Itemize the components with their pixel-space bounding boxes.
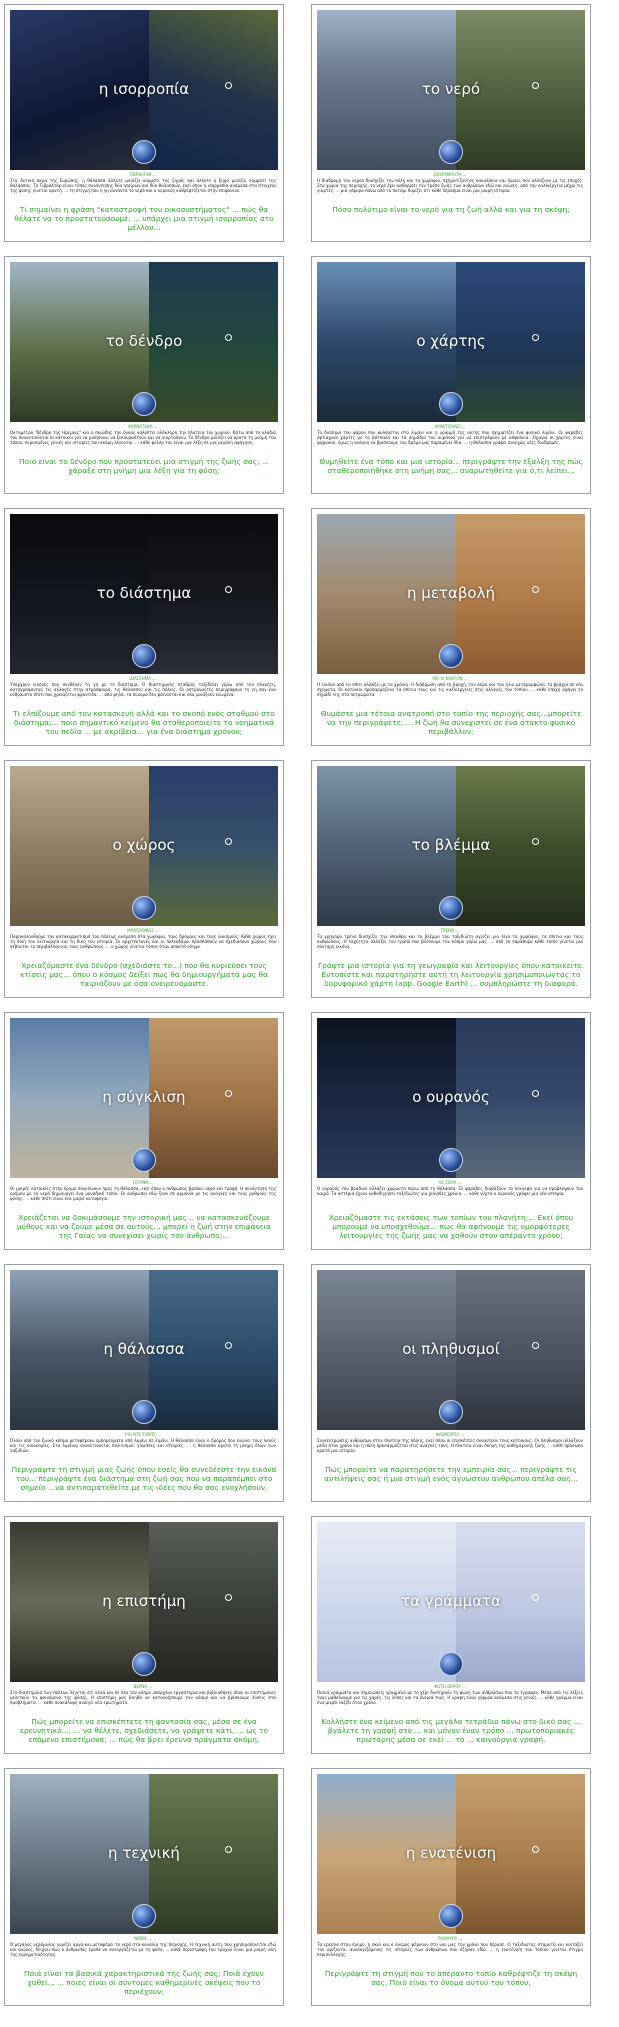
card-title: οι πληθυσμοί bbox=[402, 1340, 500, 1358]
caption-note: ... bbox=[461, 424, 466, 429]
globe-icon bbox=[132, 896, 156, 920]
card-question: Ποιο είναι το δένδρο που προστατεύει μια στιγμή της ζωής σας; ... χάραξέ στη μνήμη μια λέξη για τη φύση; bbox=[18, 457, 270, 475]
caption-note: ... bbox=[154, 928, 159, 933]
card-photo bbox=[10, 1270, 278, 1430]
card-body-text: Παρακολουθούμε τον κατακερματισμό του πόλεως ανάμεσα στα χωράφια, τους δρόμους και τους οικισμούς. Κάθε χώρος έχει τη δική του λειτουργία και τη δική του ιστορία. Οι αρχιτέκτονες και οι πολεοδόμοι προσπαθούν να σχεδιάσουν χώρους που σέβονται το περιβάλλον και τους ανθρώπους. ... ο χώρος γίνεται τόπος όταν αποκτά νόημα. bbox=[10, 934, 276, 949]
card-title: το διάστημα bbox=[96, 584, 192, 602]
card-photo bbox=[317, 262, 585, 422]
card-title: η σύγκλιση bbox=[102, 1088, 186, 1106]
card-body-text: Στα δυτικά άκρα της Ευρώπης, η θάλασσα άλλοτε μοιάζει κομμάτι της ξηράς και άλλοτε η ξηρά μοιάζει κομμάτι της θάλασσας. Το Γιβραλτάρ είναι τόπος συνάντησης δύο ηπείρων και δύο θαλασσών, εκεί όπου η ισορροπία ανάμεσα στα στοιχεία της φύσης γίνεται ορατή. ... τη στιγμή που η γη συναντά το νερό και ο ουρανός καθρεφτίζεται στην επιφάνεια. bbox=[10, 178, 276, 193]
card-caption bbox=[10, 424, 276, 429]
globe-icon bbox=[439, 896, 463, 920]
card-question: Περιγράψτε τη στιγμή που το απέραντο τοπίο καθρέφτιζε τη σκέψη σας. Ποιό είναι το όνομα αυτού του τόπου; bbox=[324, 1969, 578, 1987]
globe-icon bbox=[439, 1400, 463, 1424]
caption-place: ΦΩΤΟ ΘΕΡΟΥ bbox=[434, 1684, 461, 1689]
globe-icon bbox=[132, 140, 156, 164]
caption-place: ΡΙΟ ΛΙ ΚΑΝΤΟΝ bbox=[432, 676, 463, 681]
caption-note: ... bbox=[149, 1180, 154, 1185]
globe-icon bbox=[132, 1148, 156, 1172]
card-caption bbox=[317, 1432, 583, 1437]
caption-place: ΓΙΒΡΑΛΤΑΡ bbox=[129, 172, 152, 177]
card-question: Περιγράψτε τη στιγμή μιας ζωής όπου εσείς θα συνεδέεστε την εικόνα του... περιγράψτε ένα διάστημα στη ζωή σας που να παραπέμπει στο σημείο ...να αντιπαρατεθείτε με τις ιδέες που θα σας ενοχλήσουν. bbox=[11, 1465, 277, 1492]
card-photo bbox=[317, 514, 585, 674]
card-photo bbox=[10, 1522, 278, 1682]
card-question: Χρειαζόμαστε ένα δένδρο (σχεδιάστε το...) που θα κυριεύσει τους κτίσεις μας... όπου ο κόσμος δείξει πως θα δημιουργήματά μας θα ταιριάζουν με όσα ονειρευόμαστε. bbox=[20, 961, 268, 988]
caption-place: ΑΡΦΕΤΙΣΑΝΟ bbox=[434, 424, 461, 429]
card-photo bbox=[317, 1018, 585, 1178]
card-caption bbox=[317, 1684, 583, 1689]
caption-place: ΝΑΙΒΑ bbox=[134, 1936, 147, 1941]
card-question: Χρειάζεται να δοκιμάσουμε την ιστορική μας... να κατασκευάζουμε μύθους και να ζούμε μέσα σε αυτούς... μπορεί η ζωή στην επιφάνεια της Γαίας να συνεχίσει χωρίς τον άνθρωπο;... bbox=[16, 1213, 271, 1240]
card-14 bbox=[311, 1516, 591, 1754]
globe-icon bbox=[439, 392, 463, 416]
caption-place: ΚΑΡΝΑΤΑΚΑ bbox=[128, 424, 153, 429]
card-question: Κολλήστε ένα κείμενο από τις μεγάλα τετράδιο πάνω στο δικό σας ... βγάλετε τη γραφή στο ... και μόνον έναν τρόπο ... πρωτοποριακές πρωτάρης μέσα σε εκεί ... το ... καινούργια γραφή. bbox=[321, 1717, 581, 1744]
card-11 bbox=[4, 1264, 284, 1502]
caption-note: ... bbox=[457, 1180, 462, 1185]
card-question: Θυμηθείτε ένα τόπο και μια ιστορία... περιγράψτε την έξαλξη της πώς σταθεροποιήθηκε στη μνήμη σας... αναρωτηθείτε για ό,τι λείπει... bbox=[319, 457, 583, 475]
card-body-text: Οκταμέτρο "δένδρο της Ηρεμίας" και ο σκιώδης του όγκος καλύπτει ολόκληρη την πλατεία του χωριού. Κάτω από τα κλαδιά του συναντιούνται οι κάτοικοι για να μιλήσουν, να ξεκουραστούν και να γιορτάσουν. Το δένδρο μοιάζει να κρατά τη μνήμη του τόπου, περασμένες γενιές και ιστορίες που ακόμη λέγονται. ... κάθε φύλλο του είναι μια λέξη σε μια μεγάλη αφήγηση. bbox=[10, 430, 276, 445]
card-body-text: Η διαδρομή του νερού διασχίζει την πόλη και τα χωράφια, σχηματίζοντας καναλάκια και λίμνες που αλλάζουν με τις εποχές. Στα χωριά της περιοχής, το νερό έχει καθορίσει τον τρόπο ζωής των ανθρώπων εδώ και αιώνες, από την καλλιέργεια μέχρι τις γιορτές. ... μια γέφυρα πάνω από το ποτάμι θυμίζει ότι κάθε πέρασμα είναι μια μικρή ιστορία. bbox=[317, 178, 583, 193]
caption-note: ... bbox=[455, 928, 460, 933]
globe-icon bbox=[132, 1904, 156, 1928]
caption-place: ΜΑΧΟΡΟΦΩΣ bbox=[127, 928, 154, 933]
card-caption bbox=[10, 172, 276, 177]
card-body-text: Το γρήγορο τρένο διασχίζει την ύπαιθρο και το βλέμμα του ταξιδιώτη αγγίζει για λίγο τα χωράφια, τα σπίτια και τους ανθρώπους. Η ταχύτητα αλλάζει τον τρόπο που βλέπουμε τον κόσμο γύρω μας. ... από το παράθυρο κάθε τοπίο γίνεται μια σύντομη εικόνα. bbox=[317, 934, 583, 949]
card-question: Ποιά είναι τα βασικά χαρακτηριστικά της ζωής σας; Ποιά έχουν χαθεί... ... ποιες είναι οι σύντομες καθημερινές σκέψεις που το περιέχουν; bbox=[24, 1969, 264, 1996]
caption-place: ΤΡΕΝΟ bbox=[440, 928, 455, 933]
card-title: η ισορροπία bbox=[98, 80, 190, 98]
card-caption bbox=[317, 928, 583, 933]
card-caption bbox=[317, 424, 583, 429]
caption-place: ΡΙΟ ΝΤΕ ΤΟΝΤΕ bbox=[125, 1432, 156, 1437]
card-question: Γράψτε μια ιστορία για τη γεωγραφία και λειτουργίες όπου κατοικείτε. Εντοπίστε και παρατηρήστε αυτή τη λειτουργία χρησιμοποιώντας το δορυφορικό χάρτη (app. Google Earth) ... συμπληρώστε τη διαφορά. bbox=[318, 961, 584, 988]
globe-icon bbox=[132, 392, 156, 416]
card-photo bbox=[317, 1774, 585, 1934]
card-16 bbox=[311, 1768, 591, 2006]
caption-note: ... bbox=[463, 676, 468, 681]
card-title: η ενατένιση bbox=[405, 1844, 497, 1862]
caption-place: ΣΟΥΡΑΜΠΑΤΑ bbox=[433, 172, 462, 177]
card-title: η τεχνική bbox=[108, 1844, 180, 1862]
card-7 bbox=[4, 760, 284, 998]
caption-note: ... bbox=[147, 1936, 152, 1941]
card-caption bbox=[10, 676, 276, 681]
card-question: Πώς μπορείτε να παρατηρήσετε την εμπειρία σας... περιγράψτε τις αντιλήψεις σας ή μια στιγμή ενός άγνωστου ανθρώπου απέλα σας... bbox=[324, 1465, 578, 1483]
card-4 bbox=[311, 256, 591, 494]
caption-note: ... bbox=[462, 172, 467, 177]
caption-place: ΦΛΩΡΕΝΤΙΑ bbox=[435, 1432, 460, 1437]
card-caption bbox=[10, 1180, 276, 1185]
card-body-text: Ο ουρανός του βραδιού αλλάζει χρώματα πάνω από τη θάλασσα. Οι ψαράδες διαβάζουν τα σύννεφα για να προβλέψουν τον καιρό. Τα αστέρια έχουν καθοδηγήσει ταξιδιώτες για χιλιάδες χρόνια. ... κάθε νύχτα ο ουρανός γράφει μια νέα ιστορία. bbox=[317, 1186, 583, 1196]
card-12 bbox=[311, 1264, 591, 1502]
card-photo bbox=[317, 1270, 585, 1430]
caption-place: ΠΑΛΜΥΡΑ bbox=[437, 1936, 458, 1941]
card-body-text: Παλιά γράμματα και σημειώσεις γραμμένα με το χέρι διατηρούν τη φωνή των ανθρώπων που τα έγραψαν. Μέσα από τις λέξεις τους μαθαίνουμε για τις χαρές, τις λύπες και τα όνειρά τους. Η γραφή είναι γέφυρα ανάμεσα στις γενιές. ... κάθε γράμμα είναι ένα μικρό ταξίδι στον χρόνο. bbox=[317, 1690, 583, 1705]
card-body-text: Ο μεγάλος νερόμυλος γυρίζει αργά και μεταφέρει το νερό στα κανάλια της περιοχής. Η τεχνική αυτή, που χρησιμοποιείται εδώ και αιώνες, δείχνει πώς ο άνθρωπος έμαθε να συνεργάζεται με τη φύση. ... κάθε περιστροφή του τροχού είναι μια μικρή νίκη της ευρηματικότητας. bbox=[10, 1942, 276, 1957]
card-caption bbox=[10, 1684, 276, 1689]
card-photo bbox=[317, 1522, 585, 1682]
card-title: το νερό bbox=[421, 80, 481, 98]
caption-note: ... bbox=[148, 1684, 153, 1689]
card-photo bbox=[10, 262, 278, 422]
globe-icon bbox=[132, 1400, 156, 1424]
globe-icon bbox=[439, 644, 463, 668]
card-8 bbox=[311, 760, 591, 998]
card-question: Χρειαζόμαστε τις εκτάσεις των τοπίων του πλανήτη;... Εκεί όπου μπορούμε να υποσχεθούμε... πως θα αφήνουμε τις ομορφότερες λειτουργίες της ζωής μας να χαθούν στον απέραντο χρόνο; bbox=[328, 1213, 574, 1240]
card-caption bbox=[10, 1432, 276, 1437]
card-caption bbox=[10, 928, 276, 933]
caption-note: ... bbox=[152, 172, 157, 177]
card-9 bbox=[4, 1012, 284, 1250]
card-body-text: Το διάσημο του φάρου που φυλάγεται στο λιμάνι και η γραμμή της ακτής που σχηματίζει ένα φυσικό λιμάνι. Οι ψαράδες έφτιαχναν χάρτες με τα βότσαλα και τα σημάδια του ουρανού για να επιστρέψουν με ασφάλεια. Σήμερα οι χάρτες είναι ψηφιακοί, όμως η ανάγκη να βρίσκουμε τον δρόμο μας παραμένει ίδια. ... η θάλασσα γράφει συνεχώς νέες διαδρομές. bbox=[317, 430, 583, 445]
caption-note: ... bbox=[157, 1432, 161, 1437]
globe-icon bbox=[439, 140, 463, 164]
globe-icon bbox=[439, 1904, 463, 1928]
card-caption bbox=[317, 172, 583, 177]
card-6 bbox=[311, 508, 591, 746]
card-title: ο ουρανός bbox=[412, 1088, 490, 1106]
card-photo bbox=[317, 766, 585, 926]
globe-icon bbox=[439, 1148, 463, 1172]
card-question: Τι σημαίνει η φράση "καταστροφή του οικοσυστήματος" ... πώς θα θέλατε να το προστατεύσουμε; ... υπάρχει μια στιγμή ισορροπίας στο μέλλον... bbox=[14, 205, 274, 232]
card-caption bbox=[317, 1180, 583, 1185]
card-body-text: Στο διαστημικό των πόλεων λέγεται ότι αλλά και σε όλο τον κόσμο υπάρχουν εργαστήρια και βιβλιοθήκες όπου οι επιστήμονες μελετούν τα φαινόμενα της φύσης. Η επιστήμη μας βοηθά να κατανοήσουμε τον κόσμο και να βρίσκουμε λύσεις στα προβλήματα. ... κάθε ανακάλυψη ανοίγει νέα ερωτήματα. bbox=[10, 1690, 276, 1705]
card-caption bbox=[317, 676, 583, 681]
card-title: ο χώρος bbox=[112, 836, 176, 854]
card-10 bbox=[311, 1012, 591, 1250]
card-2 bbox=[311, 4, 591, 242]
caption-place: ΣΟΥΡΦΑ bbox=[132, 1180, 149, 1185]
card-13 bbox=[4, 1516, 284, 1754]
card-caption bbox=[10, 1936, 276, 1941]
card-question: Πόσο πολύτιμο είναι το νερό για τη ζωή αλλά και για τη σκέψη; bbox=[332, 205, 570, 214]
card-title: τα γράμματα bbox=[401, 1592, 501, 1610]
caption-place: ΒΕΡΝΗ bbox=[133, 1684, 148, 1689]
card-3 bbox=[4, 256, 284, 494]
card-15 bbox=[4, 1768, 284, 2006]
card-question: Πώς μπορείτε να επισκέπτετε τη φαντασία σας, μέσα σε ένα ερευνητικό...; ... να θέλετε, σχεδιάσετε, να γράψετε κάτι, ... ως το επόμενο επιστήμονα; ... πώς θα βρει έρευνα πράγματα ακόμη; bbox=[20, 1717, 268, 1744]
card-title: το βλέμμα bbox=[411, 836, 491, 854]
card-body-text: Υπάρχουν εικόνες που συνδέουν τη γη με το διάστημα. Ο διαστημικός σταθμός ταξιδεύει γύρω από τον πλανήτη, καταγράφοντας τις αλλαγές στην ατμόσφαιρα, τις θάλασσες και τις πόλεις. Οι αστροναύτες περιγράφουν τη γη σαν ένα εύθραυστο σπίτι που χρειάζεται φροντίδα. ... από ψηλά, τα σύνορα δεν φαίνονται και όλα μοιάζουν ενωμένα. bbox=[10, 682, 276, 697]
card-title: η επιστήμη bbox=[102, 1592, 186, 1610]
card-body-text: Συγκεντρώσεις ανθρώπων στην πλατεία της πόλης, εκεί όπου οι επισκέπτες συναντούν τους κατοίκους. Οι πληθυσμοί αλλάζουν μέσα στον χρόνο και η πόλη προσαρμόζεται στις ανάγκες τους. Η πλατεία είναι σκηνή της καθημερινής ζωής. ... κάθε πρόσωπο κρατά μια ιστορία. bbox=[317, 1438, 583, 1453]
card-title: το δένδρο bbox=[105, 332, 183, 350]
card-body-text: Οι μικρές κατοικίες στην έρημο συγκλίνουν προς τη θάλασσα, εκεί όπου ο άνθρωπος βρίσκει νερό και τροφή. Η συνάντηση της ερήμου με το νερό δημιουργεί ένα μοναδικό τοπίο. Οι άνθρωποι εδώ ζουν σε αρμονία με τις ανάγκες και τους ρυθμούς της φύσης. ... κάθε σπίτι είναι ένα μικρό καταφύγιο. bbox=[10, 1186, 276, 1201]
card-title: η μεταβολή bbox=[407, 584, 495, 602]
globe-icon bbox=[132, 644, 156, 668]
card-title: ο χάρτης bbox=[416, 332, 486, 350]
card-body-text: Η εικόνα από το σπίτι αλλάζει με τα χρόνια. Η διάβρωση από τη βροχή, τον αέρα και τον ήλιο μεταμορφώνει τα βράχια σε νέα σχήματα. Οι κάτοικοι προσαρμόζουν τα σπίτια τους και τις καλλιέργειες στις αλλαγές του τοπίου. ... κάθε εποχή αφήνει το σημάδι της στα πετρώματα. bbox=[317, 682, 583, 697]
caption-place: ΔΙΑΣΤΗΜΑ bbox=[130, 676, 151, 681]
card-photo bbox=[317, 10, 585, 170]
card-body-text: Πλοία από τον ζωικό κόσμο μεταφέρουν εμπορεύματα από λιμάνι σε λιμάνι. Η θάλασσα είναι ο δρόμος που ενώνει τους λαούς και τις οικονομίες. Στα λιμάνια συναντιούνται πολιτισμοί, γλώσσες και ιστορίες. ... η θάλασσα κρατά τη μνήμη όλων των ταξιδιών. bbox=[10, 1438, 276, 1453]
caption-note: ... bbox=[460, 1432, 465, 1437]
caption-place: ΑΛ ΣΟΛΑ bbox=[438, 1180, 457, 1185]
card-question: Θυμάστε μια τέτοια ανατροπή στο τοπίο της περιοχής σας...μπορείτε να την περιγράψετε; ... Η ζωή θα συνεχιστεί σε ένα άτακτο φυσικό περιβάλλον; bbox=[320, 709, 582, 736]
card-photo bbox=[10, 1774, 278, 1934]
globe-icon bbox=[439, 1652, 463, 1676]
card-photo bbox=[10, 514, 278, 674]
card-caption bbox=[317, 1936, 583, 1941]
card-photo bbox=[10, 766, 278, 926]
caption-note: ... bbox=[458, 1936, 463, 1941]
caption-note: ... bbox=[153, 424, 158, 429]
caption-note: ... bbox=[462, 1684, 466, 1689]
card-question: Τι ελπίζουμε από τον κατασκευή αλλά και το σκοπό ενός σταθμού στο διάστημα;... ποιο σημαντικό κείμενο θα σταθεροποιείτε τα νοηματικά του πεδία ... με ακρίβεια... για ένα διάστημα χρόνου; bbox=[13, 709, 275, 736]
card-photo bbox=[10, 10, 278, 170]
card-photo bbox=[10, 1018, 278, 1178]
card-1 bbox=[4, 4, 284, 242]
card-title: η θάλασσα bbox=[103, 1340, 185, 1358]
caption-note: ... bbox=[152, 676, 156, 681]
globe-icon bbox=[132, 1652, 156, 1676]
card-5 bbox=[4, 508, 284, 746]
card-body-text: Τα ερείπια στην έρημο, η σκιά και ο άνεμος φέρνουν στο νου μας τον χρόνο που πέρασε. Ο ταξιδιώτης σταματά και κοιτάζει τον ορίζοντα, αναλογιζόμενος τις ιστορίες των ανθρώπων που έζησαν εδώ. ... η ενατένιση του τοπίου γίνεται στιγμή περισυλλογής. bbox=[317, 1942, 583, 1957]
